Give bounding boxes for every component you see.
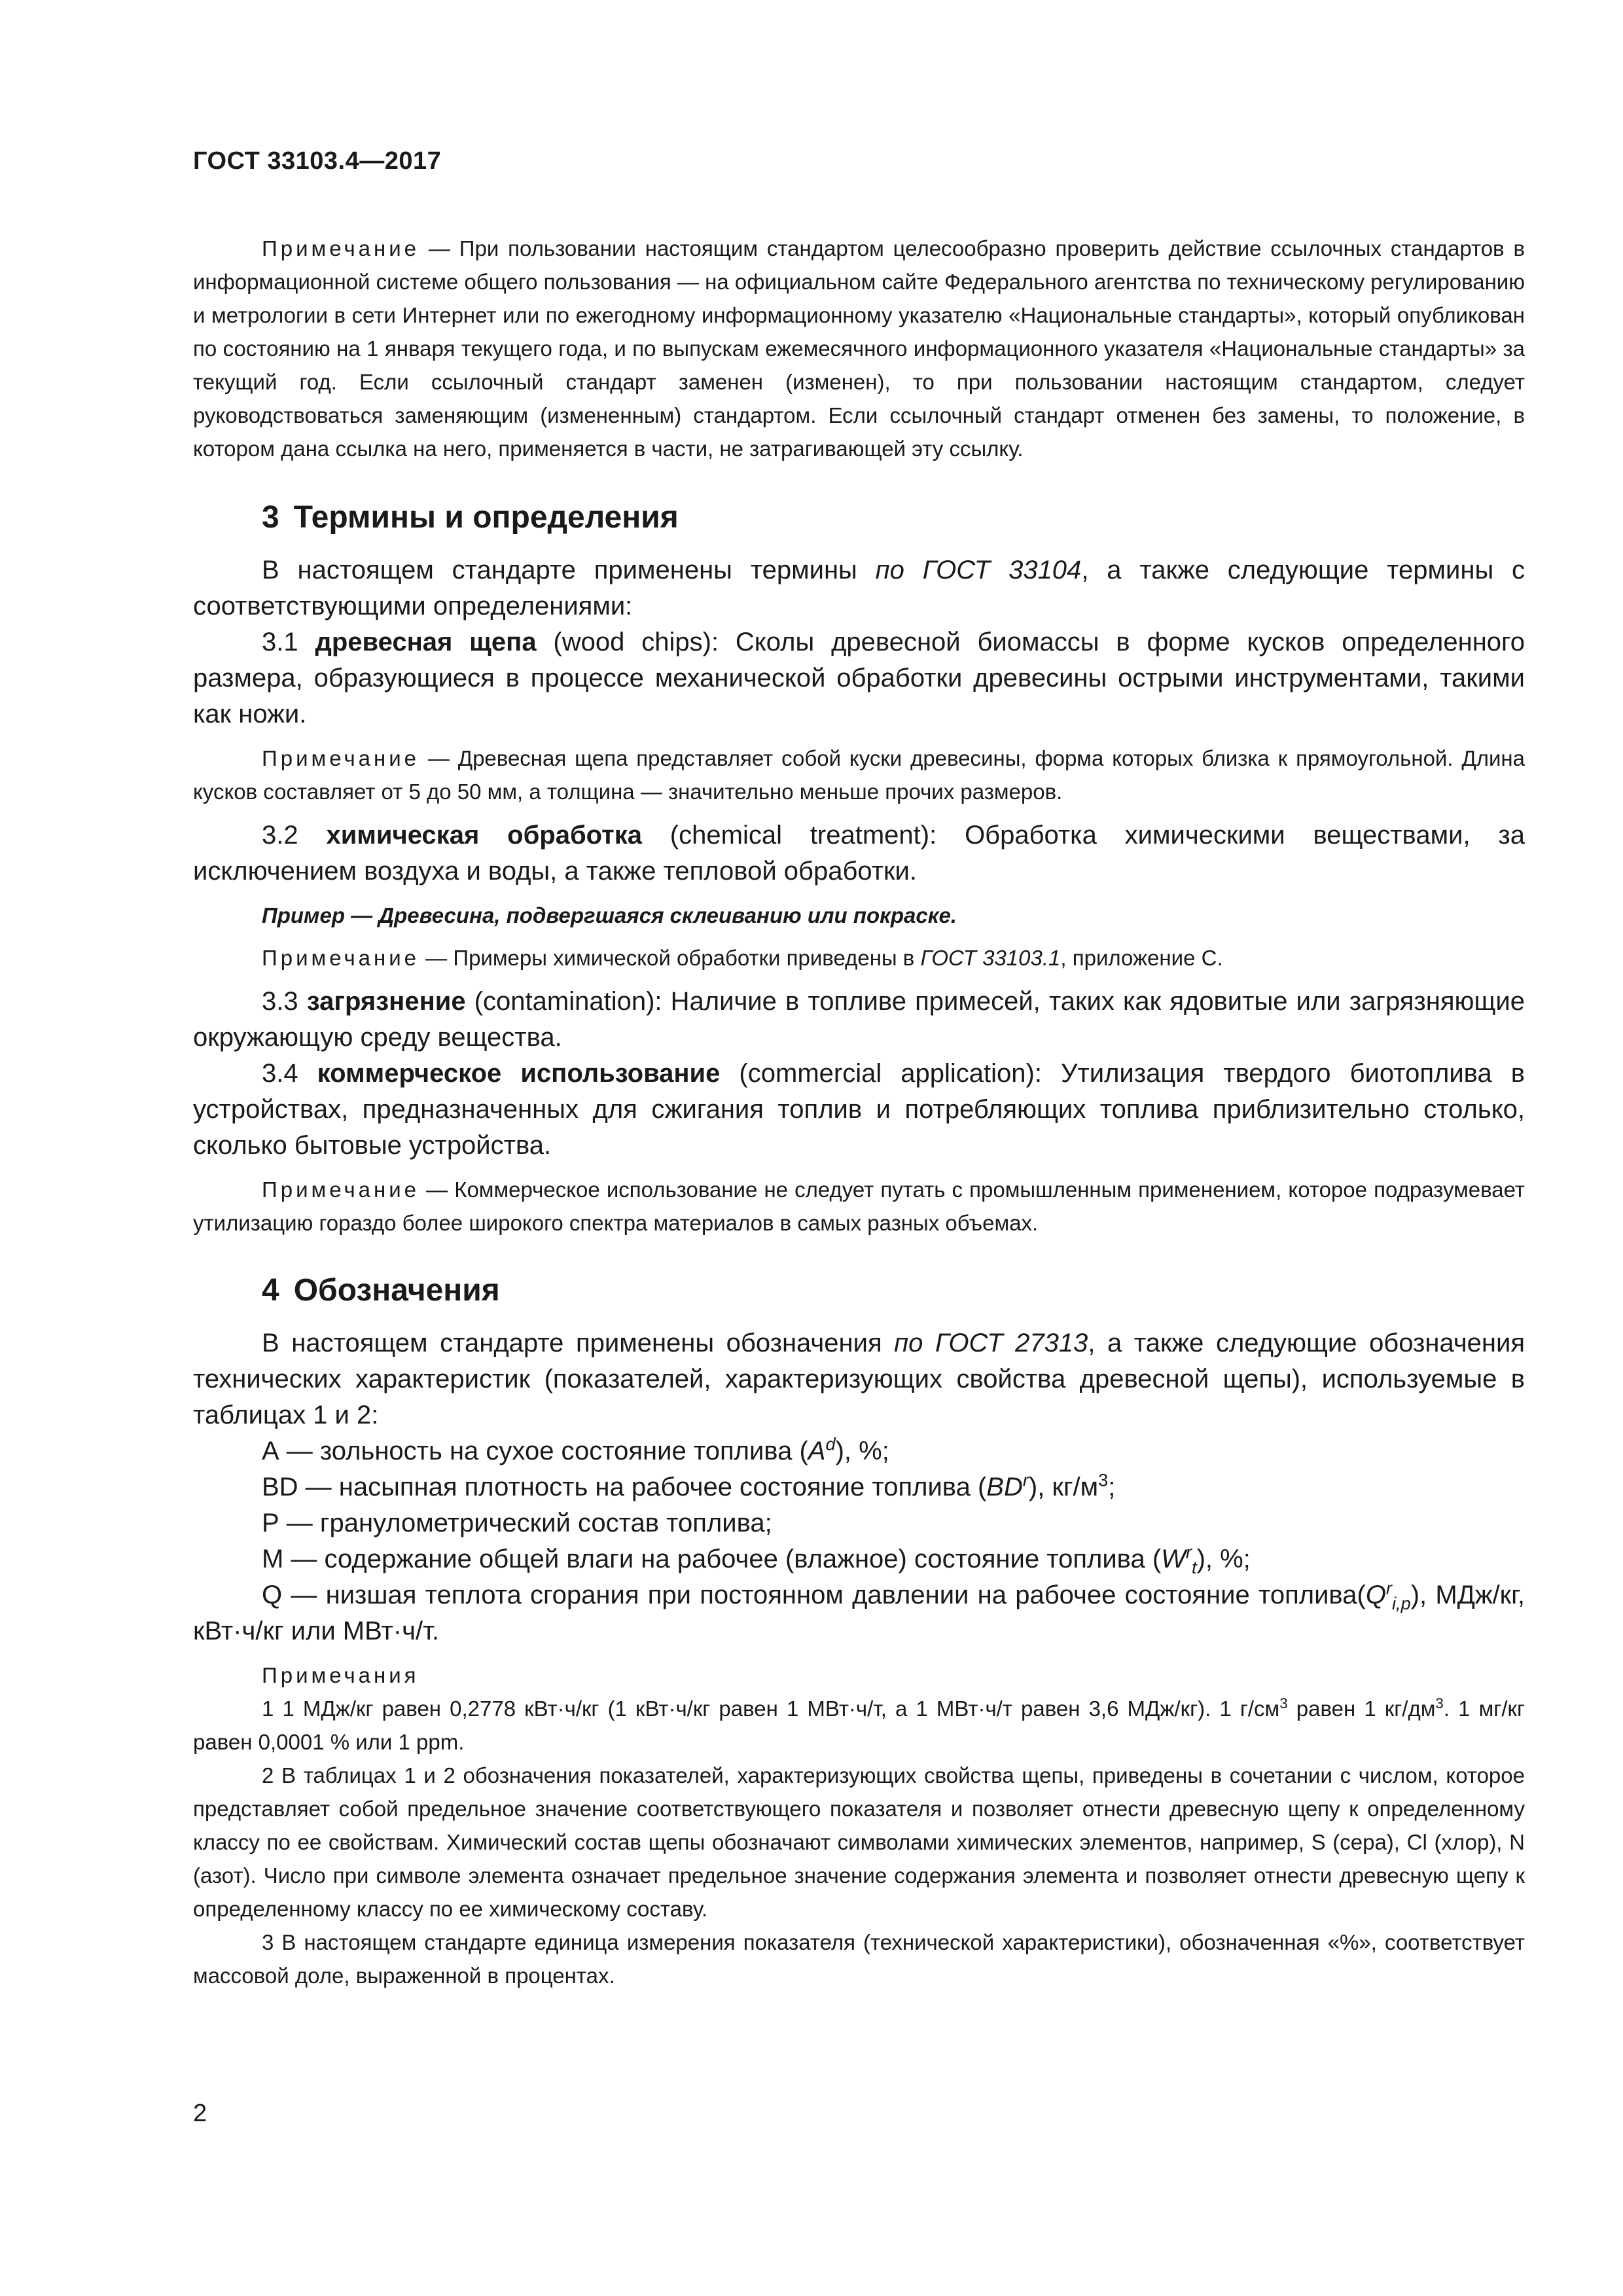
note-3-1 [193,742,1525,808]
intro-note [193,232,1525,465]
symbol-unit: ), МДж/кг, кВт·ч/кг или МВт·ч/т. [193,1581,1525,1645]
unit-superscript: 3 [1098,1469,1109,1490]
term-number: 3.1 [262,628,315,656]
standard-reference: ГОСТ 33103.1 [920,946,1061,970]
symbol-a [193,1433,1525,1469]
term-name: загрязнение [306,987,466,1016]
term-definition: (wood chips): Сколы древесной биомассы в форме кусков определенного размера, образующиеся в процессе механической обработки древесины острыми инструментами, такими как ножи. [193,628,1525,728]
symbol-superscript: r [1185,1541,1192,1562]
notes-label [193,1659,1525,1692]
symbol-text: А — зольность на сухое состояние топлива ( [262,1437,808,1465]
term-3-1 [193,624,1525,732]
term-definition: (chemical treatment): Обработка химическими веществами, за исключением воздуха и воды, а также тепловой обработки. [193,821,1525,886]
unit-superscript: 3 [1279,1695,1288,1712]
symbol-text: BD — насыпная плотность на рабочее состояние топлива ( [262,1473,987,1501]
section-title: Термины и определения [293,500,679,535]
symbol-superscript: r [1385,1577,1392,1598]
note-text: — Коммерческое использование не следует путать с промышленным применением, которое подразумевает утилизацию гораздо более широкого спектра материалов в самых разных объемах. [193,1177,1525,1235]
note-4-3: 3 В настоящем стандарте единица измерения показателя (технической характеристики), обозначенная «%», соответствует массовой доле, выраженной в процентах. [193,1930,1525,1988]
symbol-superscript: d [825,1433,836,1454]
section-3-heading [262,499,1525,535]
symbol-unit: ), %; [1196,1545,1251,1573]
section-3-intro [193,552,1525,624]
unit-superscript: 3 [1435,1695,1444,1712]
section-4-intro [193,1325,1525,1433]
document-header: ГОСТ 33103.4—2017 [193,147,442,175]
symbol-superscript: r [1022,1469,1029,1490]
term-name: коммерческое использование [317,1059,721,1088]
symbol-variable: Q [1365,1581,1386,1609]
term-definition: (contamination): Наличие в топливе примесей, таких как ядовитые или загрязняющие окружающую среду вещества. [193,987,1525,1052]
section-title: Обозначения [293,1273,500,1308]
symbol-unit: ), кг/м [1028,1473,1099,1501]
note-4-1 [193,1692,1525,1759]
note-text: . 1 мг/кг равен 0,0001 % или 1 ppm. [193,1696,1525,1754]
section-4-heading [262,1272,1525,1308]
note-text-end: , приложение С. [1060,946,1223,970]
symbol-end: ; [1108,1473,1116,1501]
symbol-text: М — содержание общей влаги на рабочее (влажное) состояние топлива ( [262,1545,1162,1573]
document-page [193,147,1525,1992]
note-label: Примечание [262,1177,420,1202]
note-text: равен 1 кг/дм [1287,1696,1436,1721]
term-name: древесная щепа [315,628,537,656]
note-text: — При пользовании настоящим стандартом целесообразно проверить действие ссылочных стандартов в информационной системе общего пользования — на официальном сайте Федерального агентства по техническому регулированию и метрологии в сети Интернет или по ежегодному информационному указателю «Национальные стандарты», который опубликован по состоянию на 1 января текущего года, и по выпускам ежемесячного информационного указателя «Национальные стандарты» за текущий год. Если ссылочный стандарт заменен (изменен), то при пользовании настоящим стандартом, следует руководствоваться заменяющим (измененным) стандартом. Если ссылочный стандарт отменен без замены, то положение, в котором дана ссылка на него, применяется в части, не затрагивающей эту ссылку. [193,236,1525,461]
symbol-text: Q — низшая теплота сгорания при постоянном давлении на рабочее состояние топлива( [262,1581,1366,1609]
symbol-unit: ), %; [835,1437,889,1465]
intro-text: В настоящем стандарте применены обозначения [262,1329,895,1357]
note-text: — Примеры химической обработки приведены в [419,946,921,970]
symbol-variable: BD [986,1473,1023,1501]
note-text: 1 1 МДж/кг равен 0,2778 кВт·ч/кг (1 кВт·ч/кг равен 1 МВт·ч/т, а 1 МВт·ч/т равен 3,6 МДж/кг). 1 г/см [262,1696,1280,1721]
term-3-3 [193,984,1525,1056]
section-number: 3 [262,500,279,535]
term-3-2 [193,817,1525,889]
page-number: 2 [193,2100,207,2127]
standard-reference: по ГОСТ 33104 [875,556,1082,584]
term-number: 3.2 [262,821,327,850]
symbol-p: Р — гранулометрический состав топлива; [262,1509,772,1537]
term-name: химическая обработка [326,821,642,850]
intro-text-end: , а также следующие термины с соответствующими определениями: [193,556,1525,620]
symbol-subscript: t [1192,1557,1197,1577]
section-number: 4 [262,1273,279,1308]
note-label: Примечание [262,236,420,260]
term-definition: (commercial application): Утилизация твердого биотоплива в устройствах, предназначенных для сжигания топлив и потребляющих топлива приблизительно столько, сколько бытовые устройства. [193,1059,1525,1160]
standard-reference: по ГОСТ 27313 [894,1329,1088,1357]
note-3-2 [193,941,1525,975]
note-label: Примечание [262,946,420,970]
note-4-2: 2 В таблицах 1 и 2 обозначения показателей, характеризующих свойства щепы, приведены в сочетании с числом, которое представляет собой предельное значение соответствующего показателя и позволяет отнести древесную щепу к определенному классу по ее свойствам. Химический состав щепы обозначают символами химических элементов, например, S (сера), Cl (хлор), N (азот). Число при символе элемента означает предельное значение содержания элемента и позволяет отнести древесную щепу к определенному классу по ее химическому составу. [193,1763,1525,1921]
symbol-variable: A [808,1437,826,1465]
symbol-bd [193,1469,1525,1505]
intro-text-end: , а также следующие обозначения технических характеристик (показателей, характеризующих свойства древесной щепы), используемые в таблицах 1 и 2: [193,1329,1525,1429]
term-3-4 [193,1056,1525,1164]
term-number: 3.4 [262,1059,317,1088]
notes-heading: Примечания [262,1663,419,1687]
note-text: — Древесная щепа представляет собой куски древесины, форма которых близка к прямоугольной. Длина кусков составляет от 5 до 50 мм, а толщина — значительно меньше прочих размеров. [193,746,1525,804]
example-3-2: Пример — Древесина, подвергшаяся склеиванию или покраске. [262,903,957,927]
symbol-m [193,1541,1525,1577]
term-number: 3.3 [262,987,307,1016]
intro-text: В настоящем стандарте применены термины [262,556,876,584]
symbol-variable: W [1161,1545,1186,1573]
note-label: Примечание [262,746,420,770]
note-3-4 [193,1173,1525,1240]
symbol-q [193,1577,1525,1649]
symbol-subscript: i,p [1392,1593,1411,1613]
